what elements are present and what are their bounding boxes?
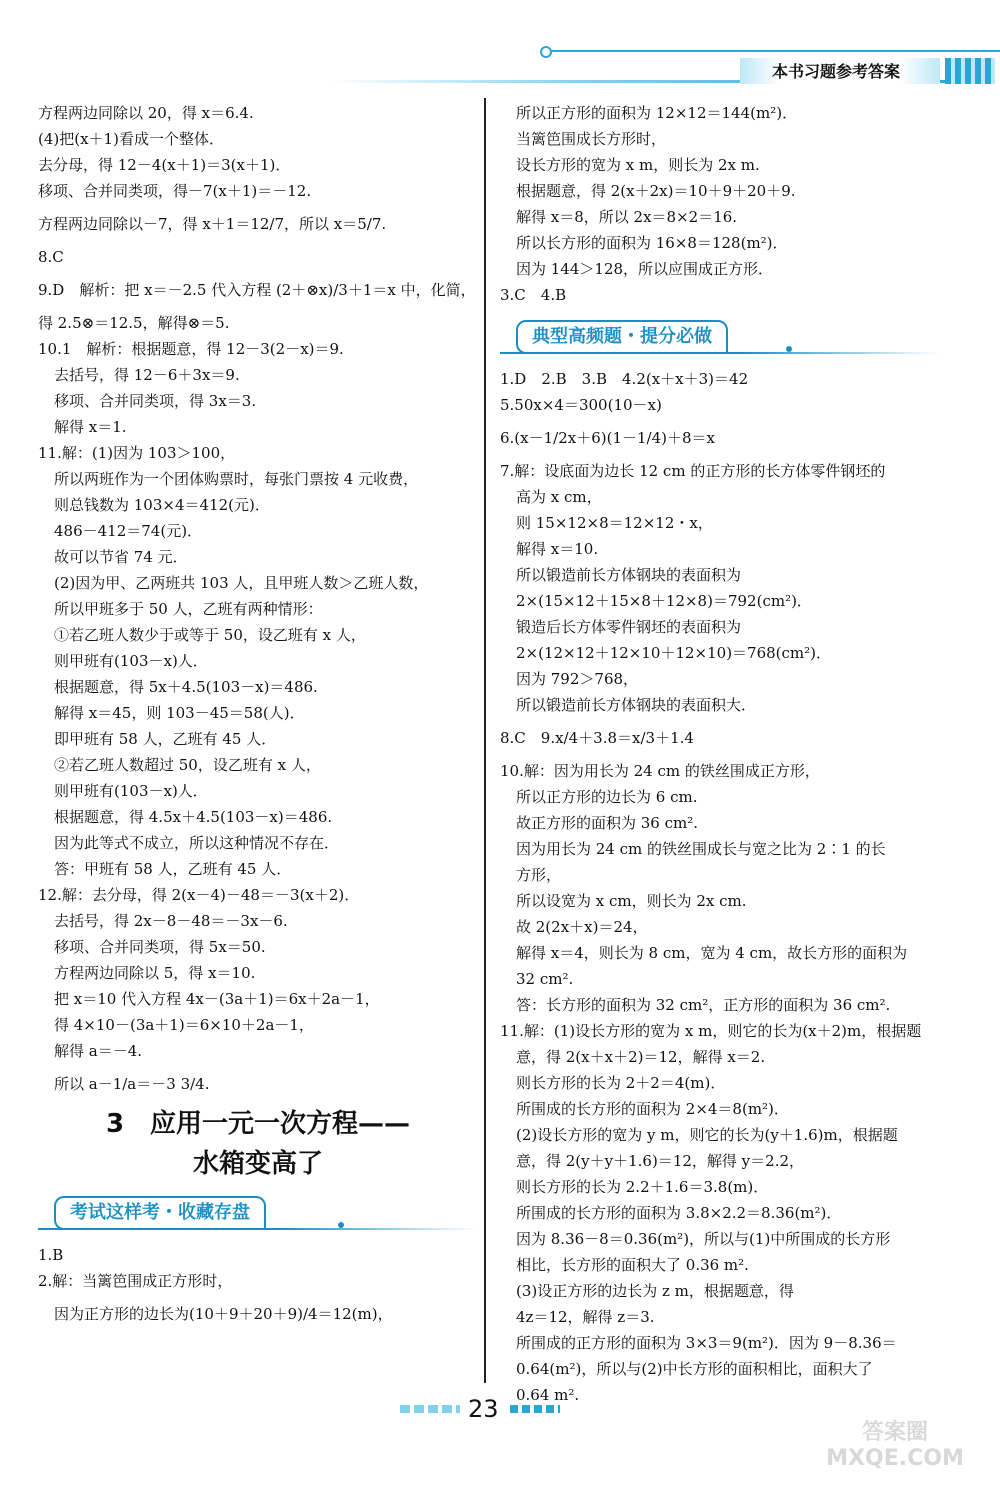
text-line: 移项、合并同类项，得 3x＝3. <box>54 392 257 410</box>
text-line: 设长方形的宽为 x m，则长为 2x m. <box>516 156 760 174</box>
text-line: 得 4×10－(3a＋1)＝6×10＋2a－1， <box>54 1016 314 1034</box>
text-line: 0.64 m². <box>516 1386 580 1404</box>
answer-line: 6.(x－1/2x＋6)(1－1/4)＋8＝x <box>500 429 716 447</box>
text-line: (4)把(x＋1)看成一个整体． <box>38 130 224 148</box>
text-line: 去括号，得 12－6＋3x＝9. <box>54 366 240 384</box>
text-line: 解得 x＝8，所以 2x＝8×2＝16. <box>516 208 738 226</box>
answer-line: 12.解：去分母，得 2(x－4)－48＝－3(x＋2)． <box>38 886 360 904</box>
text-line: 方形， <box>516 866 562 884</box>
section-banner <box>500 316 950 358</box>
right-column <box>500 100 950 1408</box>
text-line: 方程两边同除以－7，得 x＋1＝12/7，所以 x＝5/7. <box>38 215 387 233</box>
footer-left-stripes <box>400 1405 460 1413</box>
text-line: 因为用长为 24 cm 的铁丝围成长与宽之比为 2∶1 的长 <box>516 840 886 858</box>
text-line: 去分母，得 12－4(x＋1)＝3(x＋1)． <box>38 156 291 174</box>
text-line: 所以长方形的面积为 16×8＝128(m²)． <box>516 234 788 252</box>
banner-label: 典型高频题・提分必做 <box>532 326 712 347</box>
text-line: 意，得 2(y＋y＋1.6)＝12，解得 y＝2.2， <box>516 1152 805 1170</box>
banner-underline <box>500 352 940 354</box>
page-number: 23 <box>468 1395 499 1423</box>
text-line: ②若乙班人数超过 50，设乙班有 x 人， <box>54 756 321 774</box>
text-line: 当篱笆围成长方形时， <box>516 130 667 148</box>
text-line: (3)设正方形的边长为 z m，根据题意，得 <box>516 1282 794 1300</box>
text-line: 根据题意，得 4.5x＋4.5(103－x)＝486. <box>54 808 333 826</box>
text-line: 故可以节省 74 元． <box>54 548 188 566</box>
text-line: 因为 792＞768， <box>516 670 639 688</box>
text-line: 因为 8.36－8＝0.36(m²)，所以与(1)中所围成的长方形 <box>516 1230 891 1248</box>
text-line: 0.64(m²)，所以与(2)中长方形的面积相比，面积大了 <box>516 1360 873 1378</box>
text-line: 相比，长方形的面积大了 0.36 m². <box>516 1256 749 1274</box>
answer-line: 9.D 解析：把 x＝－2.5 代入方程 (2＋⊗x)/3＋1＝x 中，化简， <box>38 281 476 299</box>
left-column <box>38 100 478 1334</box>
text-line: 根据题意，得 2(x＋2x)＝10＋9＋20＋9. <box>516 182 796 200</box>
text-line: 解得 a＝－4. <box>54 1042 143 1060</box>
text-line: 把 x＝10 代入方程 4x－(3a＋1)＝6x＋2a－1， <box>54 990 380 1008</box>
page-header <box>0 40 1000 90</box>
header-top-line <box>545 50 1000 52</box>
text-line: 移项、合并同类项，得－7(x＋1)＝－12. <box>38 182 312 200</box>
text-line: 则 15×12×8＝12×12・x， <box>516 514 713 532</box>
text-line: 则长方形的长为 2.2＋1.6＝3.8(m)． <box>516 1178 769 1196</box>
answer-line: 10.1 解析：根据题意，得 12－3(2－x)＝9. <box>38 340 344 358</box>
text-line: 去括号，得 2x－8－48＝－3x－6. <box>54 912 288 930</box>
text-line: 方程两边同除以 5，得 x＝10. <box>54 964 256 982</box>
text-line: 486－412＝74(元)． <box>54 522 203 540</box>
banner-label: 考试这样考・收藏存盘 <box>70 1202 250 1223</box>
watermark <box>800 1420 990 1480</box>
answer-line: 2.解：当篱笆围成正方形时， <box>38 1272 233 1290</box>
section-banner <box>38 1192 478 1234</box>
answer-line: 3.C 4.B <box>500 286 567 304</box>
text-line: 移项、合并同类项，得 5x＝50. <box>54 938 266 956</box>
text-line: 得 2.5⊗＝12.5，解得⊗＝5. <box>38 314 230 332</box>
text-line: (2)因为甲、乙两班共 103 人，且甲班人数＞乙班人数， <box>54 574 429 592</box>
answer-line: 8.C 9.x/4＋3.8＝x/3＋1.4 <box>500 729 694 747</box>
text-line: 所以锻造前长方体钢块的表面积为 <box>516 566 742 584</box>
header-title: 本书习题参考答案 <box>772 62 901 81</box>
text-line: 答：长方形的面积为 32 cm²，正方形的面积为 36 cm². <box>516 996 891 1014</box>
text-line: 所以锻造前长方体钢块的表面积大． <box>516 696 757 714</box>
text-line: 意，得 2(x＋x＋2)＝12，解得 x＝2. <box>516 1048 766 1066</box>
banner-box <box>54 1196 266 1230</box>
answer-line: 10.解：因为用长为 24 cm 的铁丝围成正方形， <box>500 762 820 780</box>
answer-line: 8.C <box>38 248 64 266</box>
text-line: 故正方形的面积为 36 cm². <box>516 814 699 832</box>
text-line: 故 2(2x＋x)＝24， <box>516 918 648 936</box>
text-line: 所以两班作为一个团体购票时，每张门票按 4 元收费， <box>54 470 419 488</box>
text-line: 所围成的长方形的面积为 3.8×2.2＝8.36(m²)． <box>516 1204 842 1222</box>
text-line: 2×(12×12＋12×10＋12×10)＝768(cm²)． <box>516 644 832 662</box>
banner-dot <box>338 1222 344 1228</box>
text-line: 解得 x＝1. <box>54 418 127 436</box>
text-line: 2×(15×12＋15×8＋12×8)＝792(cm²)． <box>516 592 812 610</box>
header-stripe <box>945 58 995 84</box>
answer-line: 11.解：(1)设长方形的宽为 x m，则它的长为(x＋2)m，根据题 <box>500 1022 922 1040</box>
column-divider <box>484 98 486 1383</box>
answer-line: 5.50x×4＝300(10－x) <box>500 396 662 414</box>
answer-line: 11.解：(1)因为 103＞100， <box>38 444 236 462</box>
text-line: 即甲班有 58 人，乙班有 45 人． <box>54 730 277 748</box>
section-subtitle: 水箱变高了 <box>192 1149 323 1179</box>
text-line: 解得 x＝10. <box>516 540 599 558</box>
text-line: 所以设宽为 x cm，则长为 2x cm. <box>516 892 747 910</box>
banner-underline <box>38 1228 478 1230</box>
text-line: 则长方形的长为 2＋2＝4(m)． <box>516 1074 726 1092</box>
watermark-line-2: MXQE.COM <box>826 1446 964 1471</box>
text-line: 所以正方形的边长为 6 cm. <box>516 788 698 806</box>
text-line: 32 cm². <box>516 970 574 988</box>
text-line: 则总钱数为 103×4＝412(元)． <box>54 496 270 514</box>
text-line: 所围成的长方形的面积为 2×4＝8(m²)． <box>516 1100 789 1118</box>
section-title: 3 应用一元一次方程—— <box>105 1109 411 1139</box>
text-line: 所以 a－1/a＝－3 3/4. <box>54 1075 210 1093</box>
text-line: 则甲班有(103－x)人． <box>54 782 208 800</box>
answer-line: 1.B <box>38 1246 64 1264</box>
text-line: 解得 x＝4，则长为 8 cm，宽为 4 cm，故长方形的面积为 <box>516 944 908 962</box>
text-line: 4z＝12，解得 z＝3. <box>516 1308 655 1326</box>
text-line: ①若乙班人数少于或等于 50，设乙班有 x 人， <box>54 626 366 644</box>
text-line: (2)设长方形的宽为 y m，则它的长为(y＋1.6)m，根据题 <box>516 1126 898 1144</box>
text-line: 因为 144＞128，所以应围成正方形． <box>516 260 774 278</box>
header-title-tag <box>740 58 940 84</box>
answer-line: 7.解：设底面为边长 12 cm 的正方形的长方体零件钢坯的 <box>500 462 886 480</box>
text-line: 答：甲班有 58 人，乙班有 45 人． <box>54 860 292 878</box>
text-line: 所以甲班多于 50 人，乙班有两种情形： <box>54 600 323 618</box>
text-line: 锻造后长方体零件钢坯的表面积为 <box>516 618 742 636</box>
text-line: 则甲班有(103－x)人． <box>54 652 208 670</box>
text-line: 所围成的正方形的面积为 3×3＝9(m²)．因为 9－8.36＝ <box>516 1334 897 1352</box>
banner-dot <box>786 346 792 352</box>
text-line: 所以正方形的面积为 12×12＝144(m²)． <box>516 104 798 122</box>
text-line: 解得 x＝45，则 103－45＝58(人)． <box>54 704 305 722</box>
text-line: 根据题意，得 5x＋4.5(103－x)＝486. <box>54 678 318 696</box>
header-dot <box>540 46 552 58</box>
footer-right-stripes <box>510 1405 560 1413</box>
text-line: 因为正方形的边长为(10＋9＋20＋9)/4＝12(m)， <box>54 1305 393 1323</box>
text-line: 方程两边同除以 20，得 x＝6.4. <box>38 104 254 122</box>
banner-box <box>516 320 728 354</box>
text-line: 高为 x cm， <box>516 488 602 506</box>
text-line: 因为此等式不成立，所以这种情况不存在． <box>54 834 340 852</box>
watermark-line-1: 答案圈 <box>861 1420 928 1445</box>
answer-line: 1.D 2.B 3.B 4.2(x＋x＋3)＝42 <box>500 370 749 388</box>
